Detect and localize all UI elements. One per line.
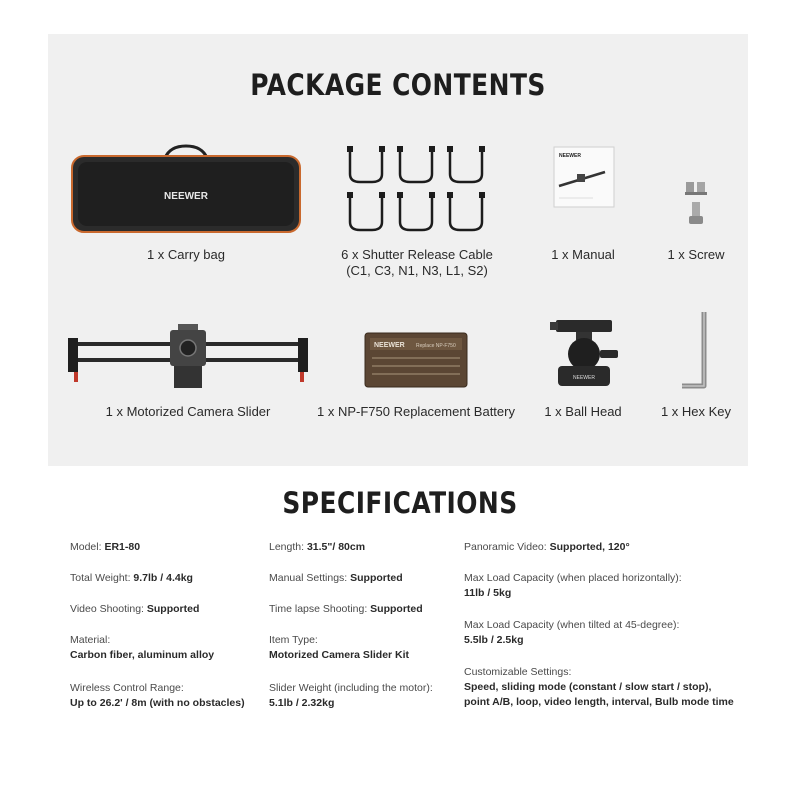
spec-customizable-settings-value: Speed, sliding mode (constant / slow start / stop), [464,681,712,693]
spec-material-value: Carbon fiber, aluminum alloy [70,649,215,661]
carry-bag-label: 1 x Carry bag [146,247,226,262]
spec-customizable-settings-key: Customizable Settings: [464,666,572,678]
battery-logo: NEEWER [374,342,405,349]
spec-total-weight-key: Total Weight: [70,572,134,584]
spec-item-type-value: Motorized Camera Slider Kit [269,649,410,661]
spec-customizable-settings-value-2: point A/B, loop, video length, interval, Bulb mode time [464,696,734,708]
spec-max-load-tilted [464,618,679,648]
specifications-title: SPECIFICATIONS [282,486,518,520]
ball-head-image [546,318,622,390]
item-shutter-cables [328,144,506,284]
spec-manual-settings-key: Manual Settings: [269,572,351,584]
spec-video-shooting [70,602,199,617]
package-contents-panel [48,34,748,466]
spec-wireless-range-value: Up to 26.2' / 8m (with no obstacles) [70,697,245,709]
spec-model-value: ER1-80 [104,541,141,553]
item-manual [528,146,638,276]
spec-panoramic-video [464,540,630,555]
screw-label: 1 x Screw [667,247,725,262]
spec-manual-settings-value: Supported [350,572,403,584]
item-battery [316,332,516,422]
package-contents-title: PACKAGE CONTENTS [250,68,546,102]
spec-max-load-horizontal [464,571,682,601]
spec-max-load-horizontal-value: 11lb / 5kg [464,587,512,599]
spec-video-shooting-key: Video Shooting: [70,603,147,615]
slider-label: 1 x Motorized Camera Slider [105,404,271,419]
item-screw [646,146,746,276]
shutter-cables-label: 6 x Shutter Release Cable [341,247,493,262]
spec-slider-weight [269,681,433,711]
slider-image [68,324,308,394]
spec-max-load-tilted-value: 5.5lb / 2.5kg [464,634,524,646]
carry-bag-image [70,144,302,234]
ball-head-logo: NEEWER [573,375,595,381]
spec-manual-settings [269,571,403,586]
spec-length-value: 31.5"/ 80cm [306,541,366,553]
spec-panoramic-video-value: Supported, 120° [549,541,630,553]
item-ball-head [528,318,638,422]
shutter-cables-image [342,144,492,236]
manual-image [553,146,615,208]
spec-max-load-horizontal-key: Max Load Capacity (when placed horizontally): [464,572,682,584]
manual-logo: NEEWER [559,153,581,159]
spec-material [70,633,214,663]
battery-text: Replace NP-F750 [416,343,456,349]
shutter-cables-label-models: (C1, C3, N1, N3, L1, S2) [346,263,488,278]
battery-label: 1 x NP-F750 Replacement Battery [317,404,515,419]
spec-slider-weight-value: 5.1lb / 2.32kg [269,697,335,709]
spec-slider-weight-key: Slider Weight (including the motor): [269,682,433,694]
spec-item-type [269,633,409,663]
screw-image [682,180,710,236]
spec-model-key: Model: [70,541,105,553]
spec-time-lapse-key: Time lapse Shooting: [269,603,371,615]
item-carry-bag [66,144,306,274]
ball-head-label: 1 x Ball Head [544,404,622,419]
spec-total-weight [70,571,193,586]
spec-max-load-tilted-key: Max Load Capacity (when tilted at 45-degree): [464,619,680,631]
spec-wireless-range [70,681,245,711]
spec-panoramic-video-key: Panoramic Video: [464,541,550,553]
spec-length [269,540,365,555]
item-motorized-slider [68,324,308,420]
spec-total-weight-value: 9.7lb / 4.4kg [133,572,193,584]
spec-time-lapse-value: Supported [370,603,423,615]
spec-video-shooting-value: Supported [146,603,200,615]
manual-label: 1 x Manual [551,247,615,262]
spec-length-key: Length: [269,541,307,553]
spec-material-key: Material: [70,634,111,646]
spec-wireless-range-key: Wireless Control Range: [70,682,184,694]
bag-logo: NEEWER [164,191,208,202]
spec-customizable-settings [464,665,734,710]
hex-key-label: 1 x Hex Key [660,404,732,419]
spec-model [70,540,140,555]
spec-time-lapse [269,602,423,617]
item-hex-key [646,310,746,422]
hex-key-image [676,310,716,394]
spec-item-type-key: Item Type: [269,634,318,646]
battery-image [364,332,468,388]
